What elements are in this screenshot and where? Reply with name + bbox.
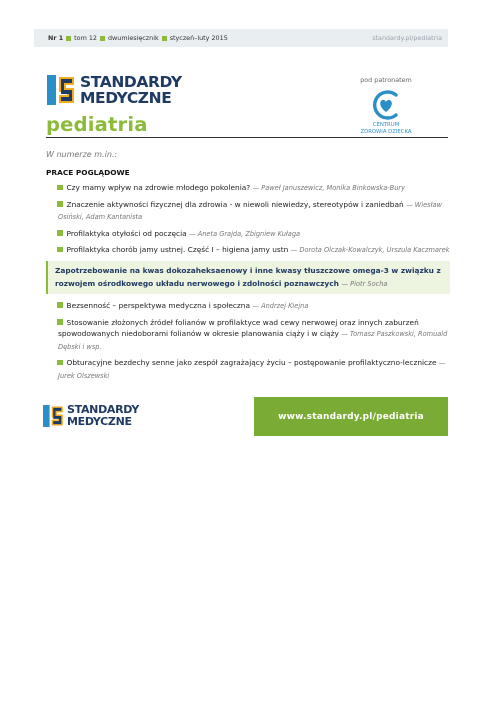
green-square-icon xyxy=(57,230,63,236)
article-title: Czy mamy wpływ na zdrowie młodego pokolenia? xyxy=(66,183,251,192)
green-square-icon xyxy=(57,185,63,191)
footer-logo-line-1: STANDARDY xyxy=(67,403,140,416)
green-square-icon xyxy=(66,36,71,41)
article-authors: — Aneta Grajda, Zbigniew Kułaga xyxy=(189,229,301,238)
green-square-icon xyxy=(57,247,63,253)
heart-c-logo-icon xyxy=(368,90,404,120)
footer-logo-wordmark xyxy=(67,404,139,428)
green-square-icon xyxy=(100,36,105,41)
header-url-link[interactable]: standardy.pl/pediatria xyxy=(372,34,442,42)
logo-line-2: MEDYCZNE xyxy=(80,89,172,107)
article-title: Profilaktyka otyłości od poczęcia xyxy=(66,228,187,238)
article-authors: — Tomasz Paszkowski, Romuald Dębski i wsp. xyxy=(58,330,448,351)
contents-intro: W numerze m.in.: xyxy=(46,150,118,159)
green-square-icon xyxy=(57,201,63,207)
green-square-icon xyxy=(162,36,167,41)
article-item[interactable] xyxy=(46,228,450,241)
logo-wordmark xyxy=(80,74,182,106)
green-square-icon xyxy=(57,360,63,366)
article-item[interactable] xyxy=(46,182,450,195)
logo-line-1: STANDARDY xyxy=(80,73,182,91)
issue-date: styczeń–luty 2015 xyxy=(169,34,228,42)
issue-info xyxy=(48,34,228,42)
article-authors: — Dorota Olczak-Kowalczyk, Urszula Kaczmarek xyxy=(290,246,450,255)
article-authors: — Andrzej Kiejna xyxy=(252,301,309,310)
patronage-label: pod patronatem xyxy=(360,76,412,84)
issue-volume: tom 12 xyxy=(74,34,97,42)
journal-title: pediatria xyxy=(46,113,148,136)
issue-number: Nr 1 xyxy=(48,34,64,42)
green-square-icon xyxy=(57,302,63,308)
patronage-org-line-1: CENTRUM xyxy=(372,122,400,128)
article-title: Obturacyjne bezdechy senne jako zespół zagrażający życiu – postępowanie profilaktyczno-lecznicze xyxy=(66,358,437,368)
article-item[interactable] xyxy=(46,300,450,313)
article-title: Profilaktyka chorób jamy ustnej. Część I – higiena jamy ustn xyxy=(66,245,289,255)
article-list xyxy=(46,182,450,387)
header-divider xyxy=(46,137,448,138)
article-authors: — Piotr Socha xyxy=(341,279,388,288)
article-authors: — Jurek Olszewski xyxy=(58,359,446,380)
article-title: Bezsenność – perspektywa medyczna i społeczna xyxy=(66,300,251,310)
green-square-icon xyxy=(57,319,63,325)
section-heading: PRACE POGLĄDOWE xyxy=(46,168,130,177)
article-title: Zapotrzebowanie na kwas dokozaheksaenowy i inne kwasy tłuszczowe omega-3 w związku z rozwojem ośrodkowego układu nerwowego i zdolności poznawczych xyxy=(55,265,441,288)
footer-url-link[interactable]: www.standardy.pl/pediatria xyxy=(278,411,424,422)
article-authors: — Wiesław Osiński, Adam Kantanista xyxy=(58,200,442,222)
featured-article[interactable] xyxy=(46,261,450,294)
logo-s-mark-icon xyxy=(43,403,65,429)
issue-info-bar xyxy=(34,29,448,47)
footer-logo-line-2: MEDYCZNE xyxy=(67,414,132,428)
footer-logo xyxy=(43,403,143,429)
article-item[interactable] xyxy=(46,244,450,257)
article-authors: — Paweł Januszewicz, Monika Binkowska-Bury xyxy=(252,184,405,192)
article-title: Stosowanie złożonych źródeł folianów w profilaktyce wad cewy nerwowej oraz innych zaburzeń spowodowanych niedoborami folianów w okresie planowania ciąży i w ciąży xyxy=(58,317,419,339)
patronage-block xyxy=(349,76,423,135)
article-item[interactable] xyxy=(46,199,450,224)
footer-url-banner[interactable] xyxy=(254,397,448,436)
issue-frequency: dwumiesięcznik xyxy=(107,34,159,42)
article-item[interactable] xyxy=(46,317,450,354)
patronage-org xyxy=(349,122,423,135)
article-title: Znaczenie aktywności fizycznej dla zdrowia - w niewoli niewiedzy, stereotypów i zaniedbań xyxy=(66,199,404,209)
standardy-medyczne-logo xyxy=(47,73,197,107)
patronage-org-line-2: ZDROWIA DZIECKA xyxy=(360,128,412,135)
logo-s-mark-icon xyxy=(47,73,77,107)
article-item[interactable] xyxy=(46,357,450,382)
